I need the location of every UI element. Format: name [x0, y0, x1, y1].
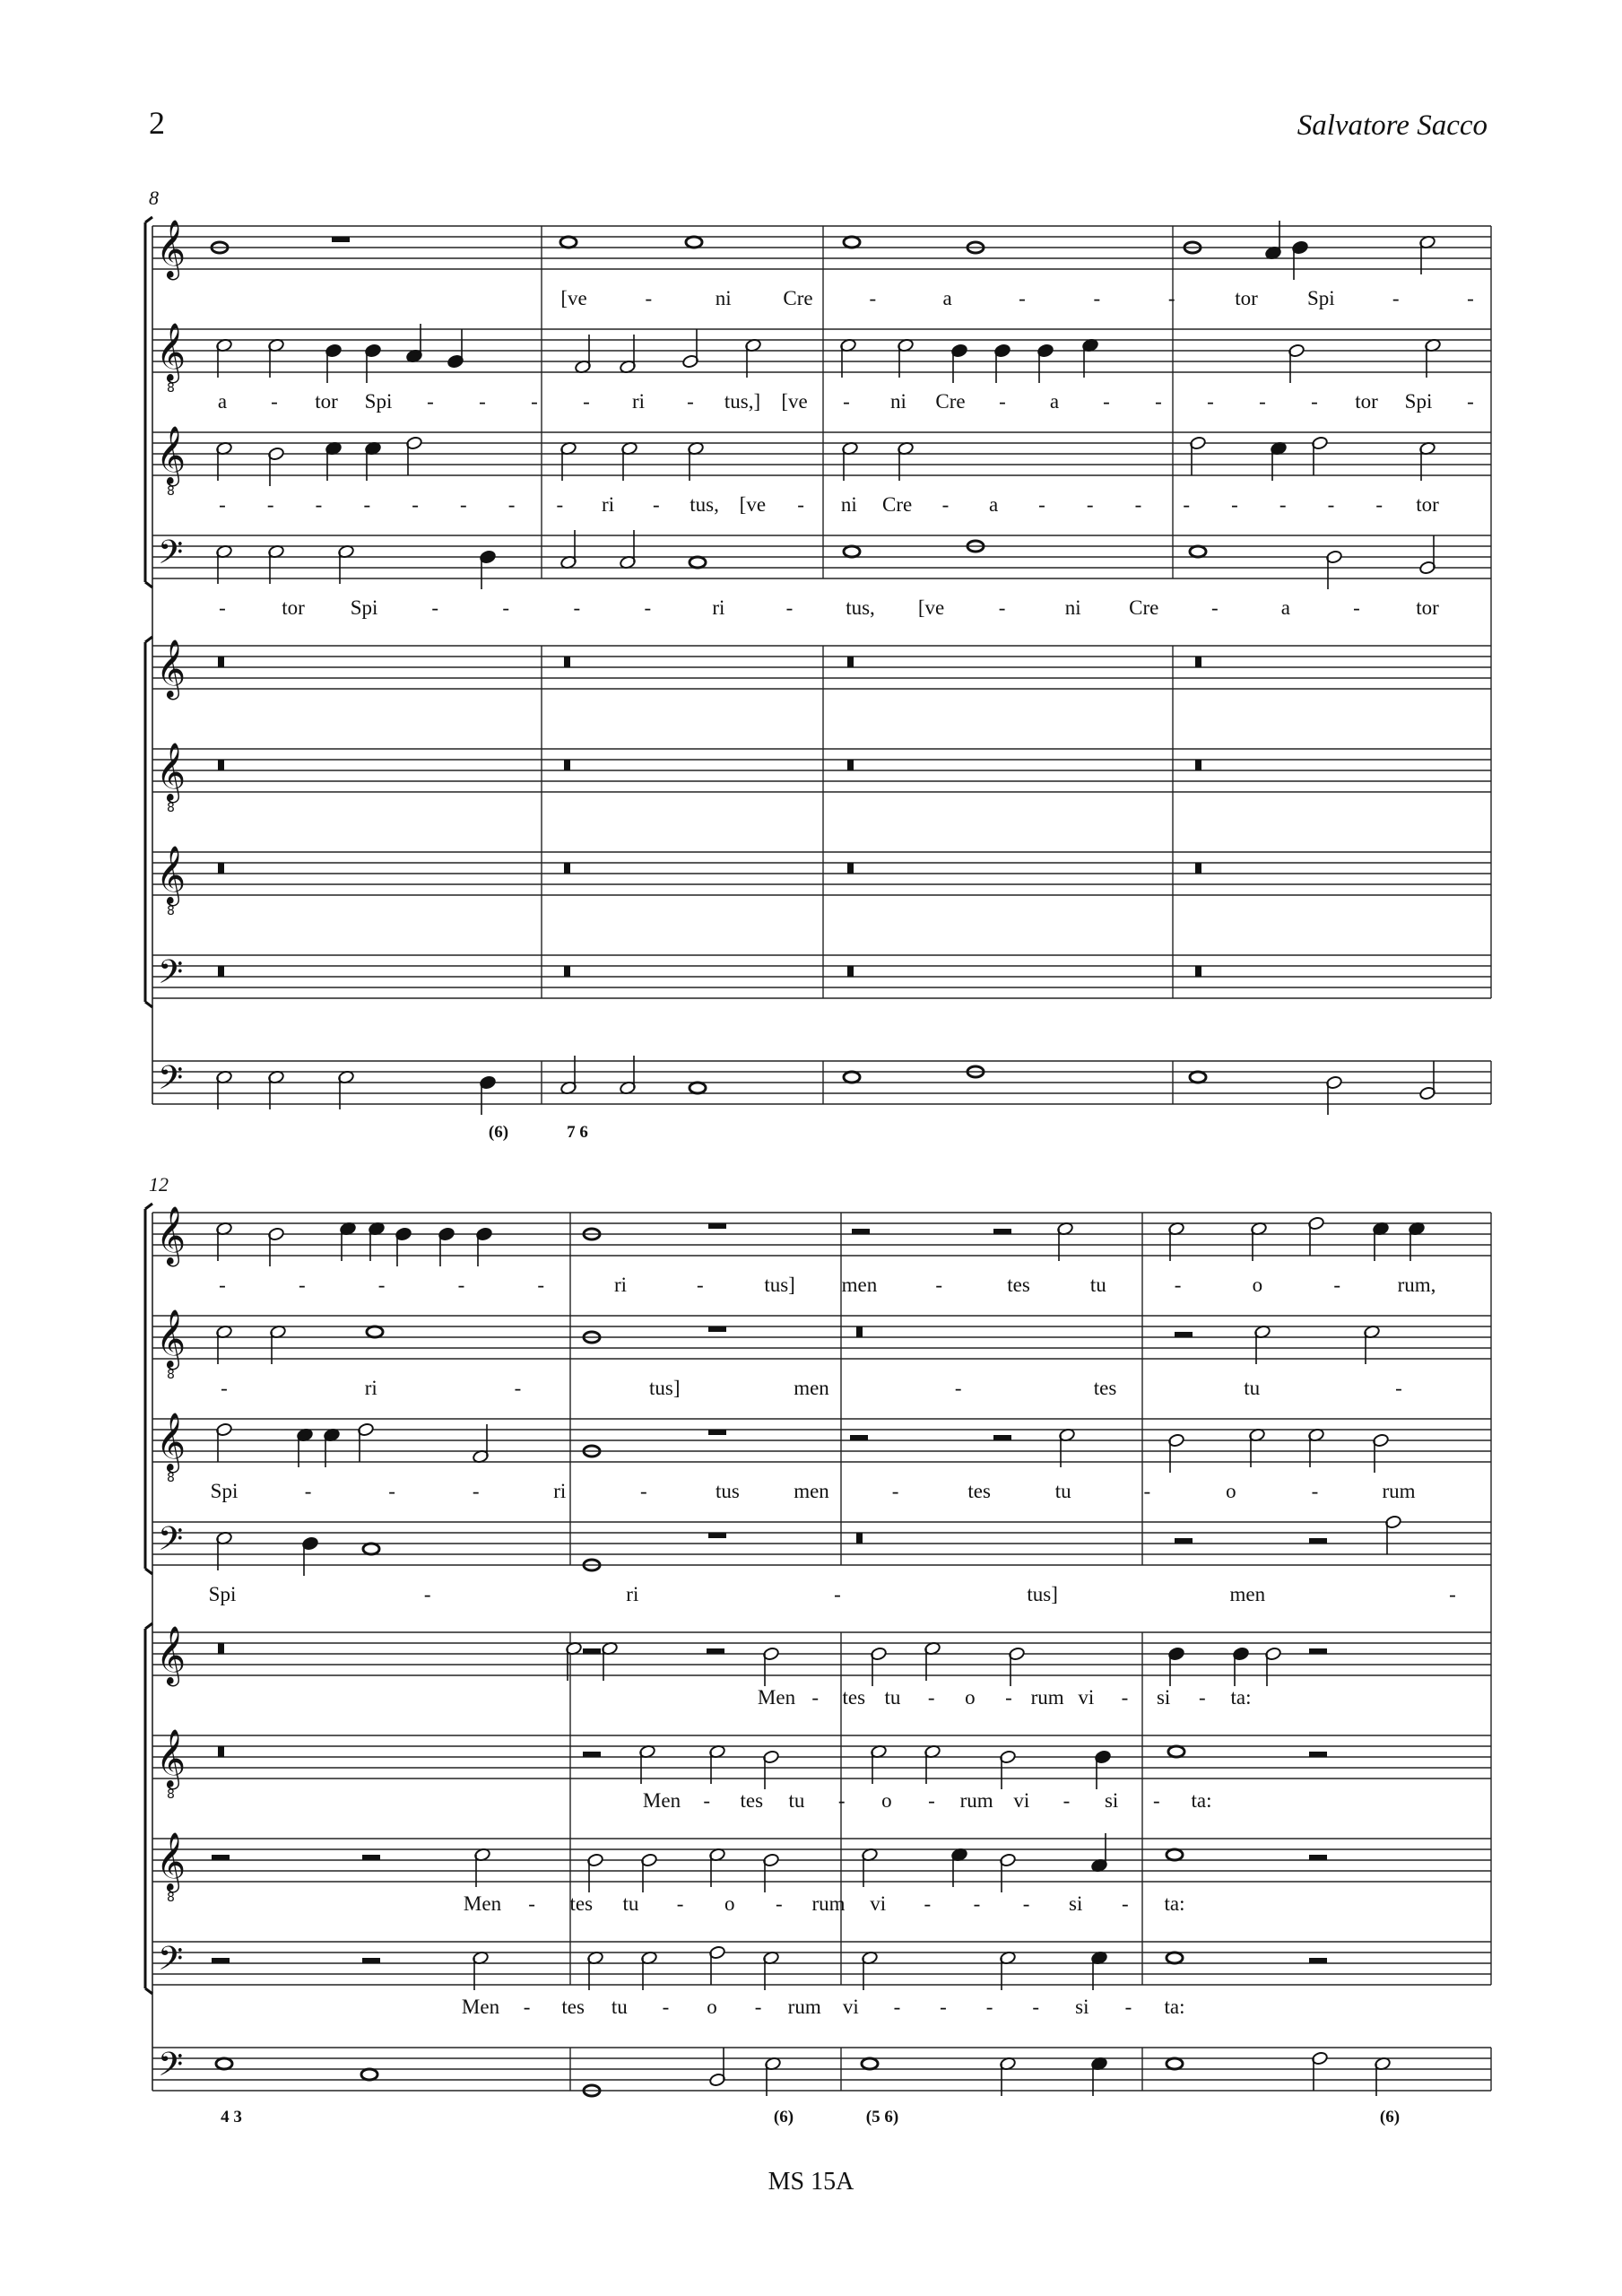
lyric-syllable: - [266, 493, 274, 516]
lyric-syllable: Cre [1129, 596, 1159, 619]
lyric-syllable: - [1019, 287, 1026, 309]
lyric-syllable: si [1156, 1686, 1171, 1709]
lyric-syllable: - [985, 1996, 993, 2018]
lyric-syllable: ta: [1164, 1892, 1185, 1915]
lyric-syllable: - [928, 1789, 935, 1812]
lyric-syllable: men [794, 1377, 829, 1399]
lyric-syllable: - [1375, 493, 1383, 516]
lyric-syllable: - [754, 1996, 762, 2018]
half-rest [212, 1855, 230, 1860]
lyric-syllable: - [1152, 1789, 1160, 1812]
lyric-syllable: - [1311, 1480, 1319, 1502]
measure-rest [847, 760, 854, 770]
lyric-syllable: - [644, 596, 652, 619]
lyric-syllable: - [271, 390, 278, 413]
lyric-syllable: - [1333, 1274, 1341, 1296]
measure-rest [564, 966, 570, 977]
lyric-syllable: Spi [1306, 287, 1335, 309]
treble-clef-icon: 𝄞 [156, 639, 186, 698]
lyric-syllable: ta: [1230, 1686, 1252, 1709]
lyric-syllable: ri [613, 1274, 628, 1296]
lyric-syllable: o [1252, 1274, 1263, 1296]
lyric-syllable: o [965, 1686, 976, 1709]
bass-clef-icon: 𝄢 [158, 1059, 184, 1105]
lyric-syllable: - [514, 1377, 522, 1399]
lyric-syllable: - [1103, 390, 1110, 413]
lyric-syllable: - [1353, 596, 1360, 619]
lyric-syllable: - [377, 1274, 386, 1296]
whole-rest [708, 1533, 726, 1538]
lyric-syllable: - [893, 1996, 901, 2018]
lyric-syllable: Spi [1404, 390, 1433, 413]
lyric-syllable: - [662, 1996, 670, 2018]
catalog-number: MS 15A [768, 2168, 854, 2196]
lyric-syllable: tor [1235, 287, 1258, 309]
lyric-syllable: tus, [690, 493, 719, 516]
lyric-syllable: - [1005, 1686, 1012, 1709]
half-rest [362, 1855, 380, 1860]
lyric-syllable: Men [757, 1686, 796, 1709]
lyric-syllable: - [531, 390, 538, 413]
whole-note [862, 2058, 878, 2069]
lyric-syllable: ri [553, 1480, 567, 1502]
figured-bass: 4 3 [221, 2108, 242, 2126]
octave-mark: 8 [167, 1787, 175, 1802]
half-rest [1309, 1648, 1327, 1654]
half-rest [1175, 1538, 1193, 1544]
lyric-syllable: ri [712, 596, 725, 619]
lyric-syllable: - [219, 493, 226, 516]
lyric-syllable: tor [1416, 493, 1439, 516]
treble-clef-icon: 𝄞 [156, 1626, 186, 1684]
lyric-syllable: ri [626, 1583, 639, 1605]
measure-rest [847, 863, 854, 874]
bass-clef-icon: 𝄢 [158, 953, 184, 999]
lyric-syllable: - [304, 1480, 312, 1502]
lyric-syllable: - [1038, 493, 1045, 516]
whole-note [367, 1326, 383, 1337]
lyric-syllable: vi [842, 1996, 859, 2018]
lyric-syllable: - [834, 1583, 841, 1605]
lyric-syllable: - [1022, 1892, 1030, 1915]
lyric-syllable: ri [602, 493, 615, 516]
whole-note [1168, 1746, 1184, 1757]
octave-mark: 8 [167, 1891, 175, 1905]
lyric-syllable: - [843, 390, 850, 413]
lyric-syllable: - [696, 1274, 704, 1296]
lyric-syllable: ni [840, 493, 857, 516]
whole-note [1190, 1072, 1206, 1083]
staff-bracket [145, 1204, 152, 1574]
lyric-syllable: - [891, 1480, 899, 1502]
lyric-syllable: - [363, 493, 371, 516]
lyric-syllable: rum, [1397, 1274, 1436, 1296]
lyric-syllable: - [924, 1892, 932, 1915]
lyric-syllable: - [653, 493, 660, 516]
whole-note [1190, 546, 1206, 557]
lyric-syllable: vi [1013, 1789, 1030, 1812]
whole-note [560, 237, 577, 248]
lyric-syllable: si [1075, 1996, 1089, 2018]
lyric-syllable: o [1226, 1480, 1236, 1502]
lyric-syllable: - [1134, 493, 1142, 516]
lyric-syllable: - [431, 596, 439, 619]
whole-note [844, 237, 860, 248]
lyric-syllable: - [837, 1789, 846, 1812]
lyric-syllable: tor [282, 596, 305, 619]
lyric-syllable: a [217, 390, 228, 413]
lyric-syllable: - [940, 1996, 947, 2018]
lyric-syllable: tus] [764, 1274, 795, 1296]
lyric-syllable: - [776, 1892, 783, 1915]
lyric-syllable: - [1167, 287, 1175, 309]
lyric-syllable: tu [622, 1892, 639, 1915]
half-rest [1175, 1332, 1193, 1337]
lyric-syllable: Cre [882, 493, 913, 516]
lyric-syllable: - [1198, 1686, 1206, 1709]
lyric-syllable: tes [1093, 1377, 1117, 1399]
lyric-syllable: ni [890, 390, 906, 413]
whole-note [690, 557, 706, 568]
lyric-syllable: ta: [1164, 1996, 1185, 2018]
half-rest [1309, 1752, 1327, 1757]
lyric-syllable: o [724, 1892, 735, 1915]
whole-rest [708, 1326, 726, 1332]
measure-number: 8 [149, 187, 159, 209]
lyric-syllable: - [1311, 390, 1318, 413]
treble-clef-icon: 𝄞 [156, 426, 186, 484]
lyric-syllable: a [989, 493, 999, 516]
treble-clef-icon: 𝄞 [156, 323, 186, 381]
lyric-syllable: - [507, 493, 516, 516]
whole-note [686, 237, 702, 248]
lyric-syllable: tor [1416, 596, 1439, 619]
half-rest [707, 1648, 724, 1654]
lyric-syllable: - [1279, 493, 1287, 516]
lyric-syllable: - [1183, 493, 1191, 516]
lyric-syllable: - [1093, 287, 1101, 309]
lyric-syllable: - [687, 390, 694, 413]
lyric-syllable: o [707, 1996, 717, 2018]
lyric-syllable: a [942, 287, 952, 309]
lyric-syllable: - [457, 1274, 465, 1296]
lyric-syllable: - [869, 287, 877, 309]
whole-note [690, 1083, 706, 1093]
lyric-syllable: ta: [1191, 1789, 1212, 1812]
lyric-syllable: Cre [935, 390, 966, 413]
half-rest [993, 1229, 1011, 1234]
lyric-syllable: - [528, 1892, 535, 1915]
figured-bass: (6) [773, 2108, 794, 2126]
measure-rest [564, 863, 570, 874]
measure-rest [856, 1326, 863, 1337]
measure-rest [856, 1533, 863, 1544]
lyric-syllable: - [1467, 287, 1474, 309]
lyric-syllable: ri [364, 1377, 377, 1399]
lyric-syllable: tus [716, 1480, 740, 1502]
lyric-syllable: - [502, 596, 510, 619]
lyric-syllable: rum [1382, 1480, 1416, 1502]
lyric-syllable: [ve [560, 287, 587, 309]
figured-bass: (6) [488, 1123, 509, 1142]
lyric-syllable: - [785, 596, 794, 619]
lyric-syllable: - [221, 1377, 228, 1399]
half-rest [1309, 1958, 1327, 1963]
lyric-syllable: ni [1064, 596, 1081, 619]
measure-rest [1195, 760, 1201, 770]
lyric-syllable: - [219, 596, 226, 619]
staff-bracket [145, 637, 152, 1007]
measure-rest [1195, 966, 1201, 977]
octave-mark: 8 [167, 1368, 175, 1382]
measure-rest [1195, 657, 1201, 667]
measure-number: 12 [149, 1173, 169, 1196]
lyric-syllable: tus, [846, 596, 875, 619]
lyric-syllable: [ve [739, 493, 767, 516]
lyric-syllable: - [941, 493, 950, 516]
measure-rest [218, 1643, 224, 1654]
whole-note [1167, 1849, 1183, 1860]
lyric-syllable: - [927, 1686, 935, 1709]
whole-note [844, 1072, 860, 1083]
measure-rest [1195, 863, 1201, 874]
lyric-syllable: tes [1007, 1274, 1030, 1296]
lyric-syllable: Men [642, 1789, 681, 1812]
lyric-syllable: rum [1030, 1686, 1064, 1709]
figured-bass: (6) [1379, 2108, 1401, 2126]
octave-mark: 8 [167, 484, 175, 499]
lyric-syllable: tu [1054, 1480, 1071, 1502]
lyric-syllable: - [427, 390, 434, 413]
lyric-syllable: - [1124, 1996, 1132, 2018]
lyric-syllable: - [1449, 1583, 1456, 1605]
lyric-syllable: tes [967, 1480, 991, 1502]
lyric-syllable: Spi [208, 1583, 237, 1605]
lyric-syllable: - [645, 287, 653, 309]
lyric-syllable: - [1392, 287, 1400, 309]
lyric-syllable: tes [569, 1892, 594, 1915]
half-rest [852, 1229, 870, 1234]
lyric-syllable: tes [842, 1686, 866, 1709]
lyric-syllable: - [423, 1583, 431, 1605]
octave-mark: 8 [167, 801, 175, 815]
lyric-syllable: o [881, 1789, 892, 1812]
lyric-syllable: - [1121, 1686, 1129, 1709]
lyric-syllable: - [1032, 1996, 1040, 2018]
treble-clef-icon: 𝄞 [156, 1729, 186, 1787]
measure-rest [218, 657, 224, 667]
lyric-syllable: - [1207, 390, 1214, 413]
lyric-syllable: tu [1244, 1377, 1261, 1399]
lyric-syllable: - [1174, 1274, 1182, 1296]
lyric-syllable: - [583, 390, 590, 413]
lyric-syllable: - [1155, 390, 1162, 413]
lyric-syllable: tor [315, 390, 338, 413]
lyric-syllable: tes [740, 1789, 764, 1812]
lyric-syllable: tu [611, 1996, 628, 2018]
lyric-syllable: - [556, 493, 564, 516]
lyric-syllable: - [1327, 493, 1335, 516]
lyric-syllable: a [1049, 390, 1060, 413]
lyric-syllable: tus,] [724, 390, 761, 413]
lyric-syllable: a [1280, 596, 1290, 619]
lyric-syllable: - [1063, 1789, 1071, 1812]
lyric-syllable: tu [1089, 1274, 1106, 1296]
lyric-syllable: - [412, 493, 419, 516]
lyric-syllable: Spi [350, 596, 378, 619]
page-number: 2 [149, 105, 165, 141]
treble-clef-icon: 𝄞 [156, 1413, 186, 1471]
measure-rest [218, 760, 224, 770]
lyric-syllable: si [1104, 1789, 1119, 1812]
lyric-syllable: men [1229, 1583, 1266, 1605]
measure-rest [218, 1746, 224, 1757]
lyric-syllable: - [388, 1480, 395, 1502]
whole-rest [708, 1223, 726, 1229]
measure-rest [218, 863, 224, 874]
treble-clef-icon: 𝄞 [156, 1309, 186, 1368]
lyric-syllable: - [479, 390, 486, 413]
lyric-syllable: - [954, 1377, 962, 1399]
whole-note [844, 546, 860, 557]
lyric-syllable: ri [631, 390, 646, 413]
lyric-syllable: rum [811, 1892, 846, 1915]
treble-clef-icon: 𝄞 [156, 743, 186, 801]
lyric-syllable: tor [1355, 390, 1378, 413]
half-rest [1309, 1855, 1327, 1860]
lyric-syllable: - [973, 1892, 981, 1915]
lyric-syllable: - [1231, 493, 1238, 516]
lyric-syllable: Spi [210, 1480, 239, 1502]
lyric-syllable: - [1395, 1377, 1402, 1399]
lyric-syllable: - [1210, 596, 1219, 619]
lyric-syllable: - [459, 493, 467, 516]
measure-rest [564, 657, 570, 667]
lyric-syllable: - [811, 1686, 820, 1709]
lyric-syllable: tus] [1027, 1583, 1058, 1605]
lyric-syllable: - [219, 1274, 226, 1296]
lyric-syllable: tu [788, 1789, 805, 1812]
half-rest [583, 1648, 601, 1654]
lyric-syllable: - [315, 493, 323, 516]
lyric-syllable: - [1143, 1480, 1151, 1502]
lyric-syllable: - [797, 493, 804, 516]
octave-mark: 8 [167, 381, 175, 396]
lyric-syllable: vi [870, 1892, 887, 1915]
bass-clef-icon: 𝄢 [158, 534, 184, 579]
octave-mark: 8 [167, 904, 175, 918]
lyric-syllable: - [472, 1480, 480, 1502]
treble-clef-icon: 𝄞 [156, 1832, 186, 1891]
lyric-syllable: - [935, 1274, 943, 1296]
lyric-syllable: - [537, 1274, 545, 1296]
staff-bracket [145, 1623, 152, 1994]
lyric-syllable: - [999, 390, 1006, 413]
figured-bass: (5 6) [865, 2108, 899, 2126]
bass-clef-icon: 𝄢 [158, 1520, 184, 1566]
lyric-syllable: Men [463, 1892, 502, 1915]
lyric-syllable: men [794, 1480, 829, 1502]
whole-note [216, 2058, 232, 2069]
half-rest [993, 1435, 1011, 1440]
whole-note [361, 2069, 377, 2080]
composer-name: Salvatore Sacco [1297, 109, 1488, 142]
half-rest [1309, 1538, 1327, 1544]
lyric-syllable: - [676, 1892, 684, 1915]
whole-rest [332, 237, 350, 242]
lyric-syllable: - [998, 596, 1006, 619]
whole-note [363, 1544, 379, 1554]
measure-rest [218, 966, 224, 977]
measure-rest [847, 657, 854, 667]
lyric-syllable: - [1259, 390, 1266, 413]
treble-clef-icon: 𝄞 [156, 1206, 186, 1265]
lyric-syllable: ni [715, 287, 732, 309]
lyric-syllable: [ve [781, 390, 808, 413]
lyric-syllable: Spi [364, 390, 393, 413]
lyric-syllable: - [523, 1996, 531, 2018]
half-rest [362, 1958, 380, 1963]
whole-note [1167, 2058, 1183, 2069]
lyric-syllable: - [298, 1274, 306, 1296]
lyric-syllable: - [1122, 1892, 1129, 1915]
lyric-syllable: rum [787, 1996, 821, 2018]
whole-note [1167, 1952, 1183, 1963]
lyric-syllable: men [841, 1274, 878, 1296]
measure-rest [847, 966, 854, 977]
lyric-syllable: Men [461, 1996, 500, 2018]
lyric-syllable: - [703, 1789, 711, 1812]
treble-clef-icon: 𝄞 [156, 846, 186, 904]
lyric-syllable: - [573, 596, 581, 619]
staff-bracket [145, 217, 152, 587]
lyric-syllable: - [1086, 493, 1094, 516]
bass-clef-icon: 𝄢 [158, 1940, 184, 1986]
lyric-syllable: [ve [917, 596, 945, 619]
lyric-syllable: rum [959, 1789, 993, 1812]
measure-rest [564, 760, 570, 770]
octave-mark: 8 [167, 1471, 175, 1485]
lyric-syllable: tus] [649, 1377, 681, 1399]
half-rest [583, 1752, 601, 1757]
lyric-syllable: tes [561, 1996, 585, 2018]
half-rest [850, 1435, 868, 1440]
whole-rest [708, 1430, 726, 1435]
lyric-syllable: - [1467, 390, 1474, 413]
lyric-syllable: vi [1078, 1686, 1095, 1709]
treble-clef-icon: 𝄞 [156, 220, 186, 278]
lyric-syllable: - [640, 1480, 647, 1502]
figured-bass: 7 6 [567, 1123, 588, 1142]
half-rest [212, 1958, 230, 1963]
lyric-syllable: tu [884, 1686, 901, 1709]
lyric-syllable: Cre [783, 287, 813, 309]
bass-clef-icon: 𝄢 [158, 2046, 184, 2092]
lyric-syllable: si [1069, 1892, 1083, 1915]
